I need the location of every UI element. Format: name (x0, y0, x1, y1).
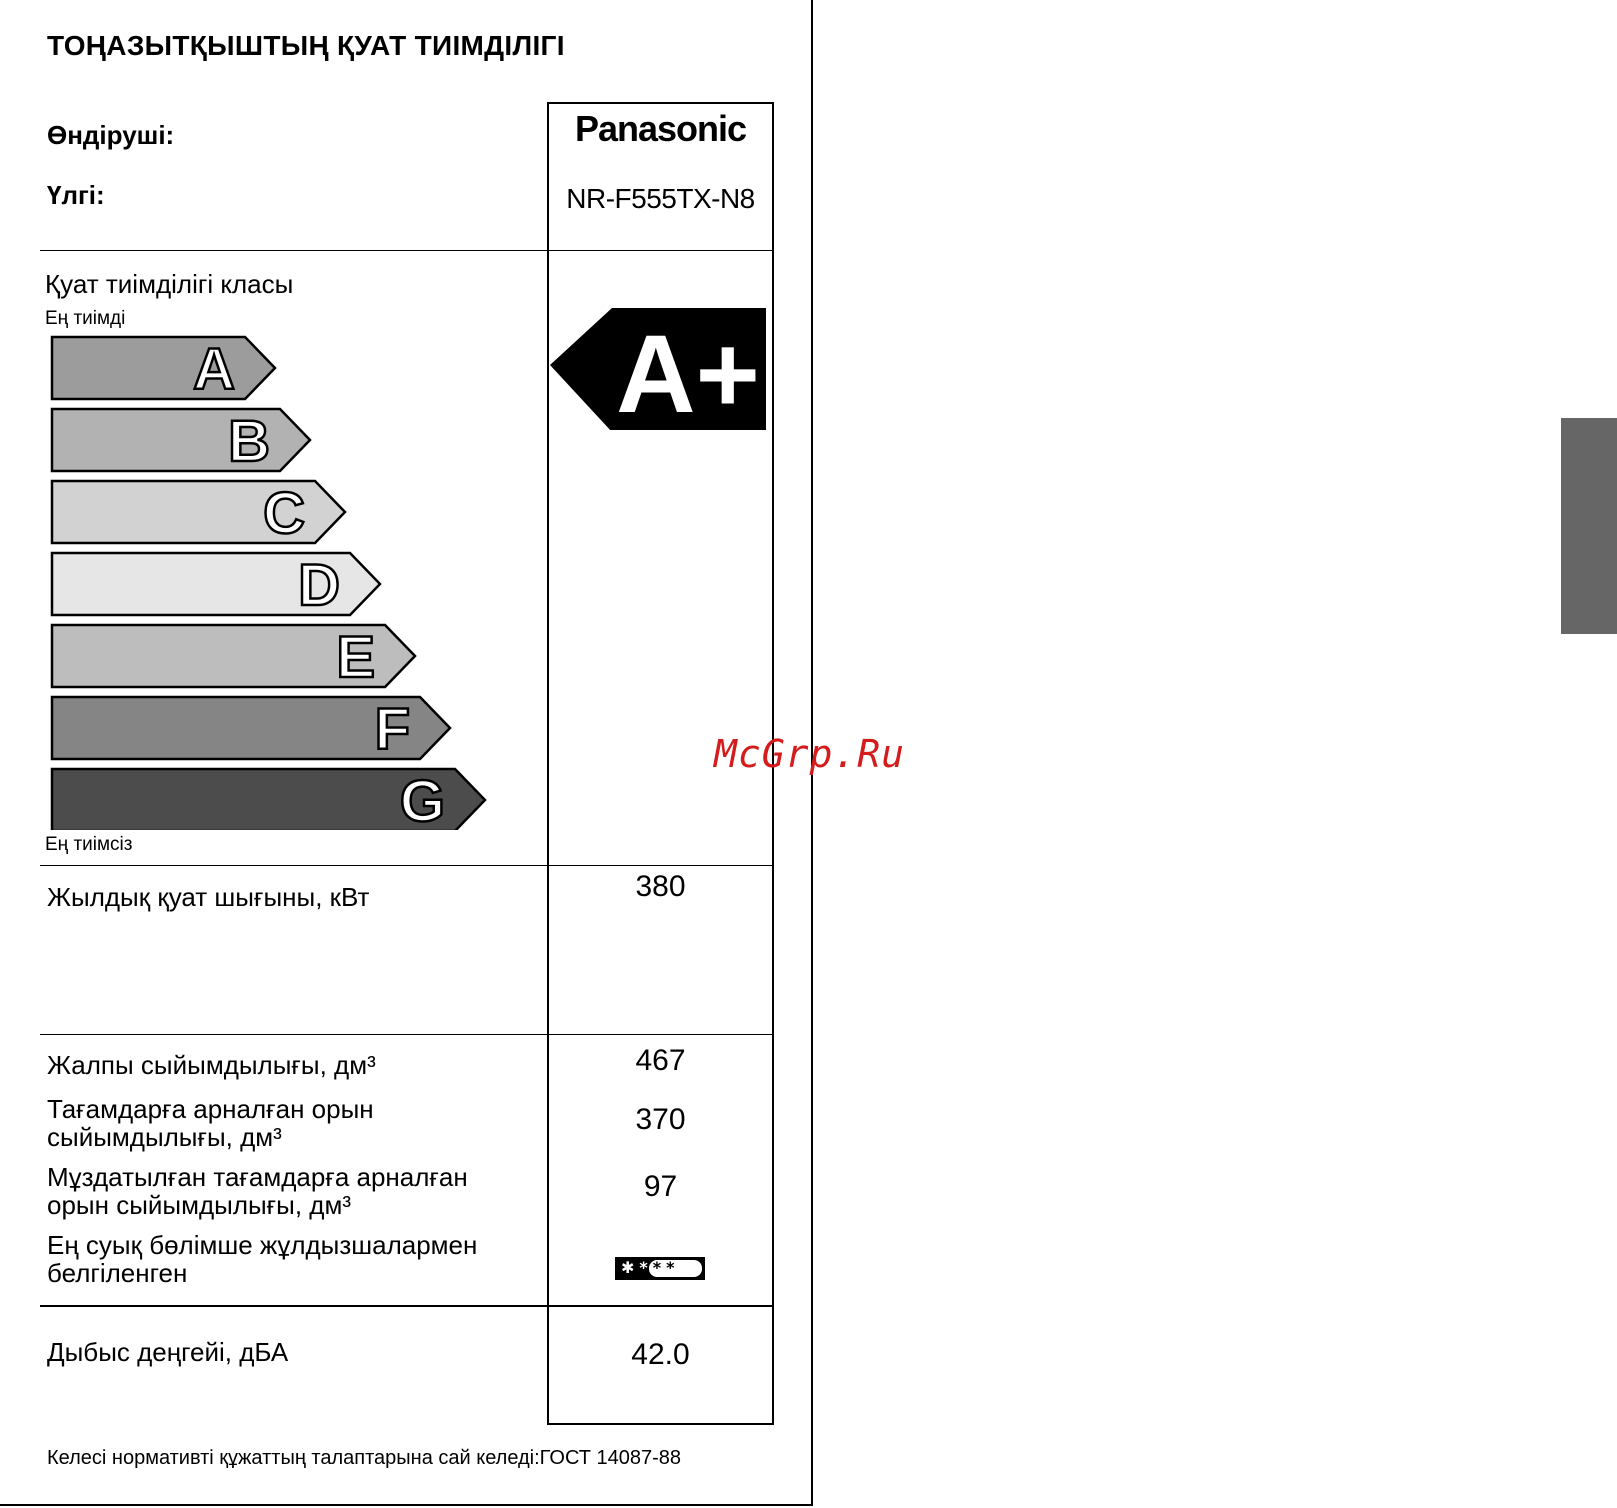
label-title: ТОҢАЗЫТҚЫШТЫҢ ҚУАТ ТИІМДІЛІГІ (47, 30, 565, 61)
star-rating-value: ✱*** (621, 1258, 680, 1277)
annual-energy-value: 380 (635, 870, 686, 903)
star-rating-icon (615, 1257, 705, 1280)
efficiency-class-letter: D (298, 553, 340, 618)
divider (40, 1034, 774, 1035)
brand-logo: Panasonic (574, 108, 747, 149)
divider (40, 250, 774, 251)
standard-compliance-note: Келесі нормативті құжаттың талаптарына сай келеді:ГОСТ 14087-88 (47, 1447, 682, 1469)
efficiency-class-letter: F (374, 697, 410, 762)
efficiency-class-b (52, 409, 310, 474)
rating-badge (550, 300, 770, 430)
least-efficient-label: Ең тиімсіз (45, 834, 133, 855)
page-side-tab (1561, 418, 1617, 634)
frozen-food-volume-value: 97 (643, 1170, 678, 1203)
efficiency-class-a (52, 337, 275, 402)
efficiency-class-e (52, 625, 415, 690)
star-rating-label: Ең суық бөлімше жұлдызшалармен белгіленген (47, 1230, 478, 1288)
frozen-food-volume-label: Мұздатылған тағамдарға арналған орын сыйымдылығы, дм³ (47, 1162, 468, 1220)
efficiency-class-letter: A (193, 337, 235, 402)
manufacturer-label: Өндіруші: (47, 120, 175, 150)
efficiency-class-scale (40, 330, 500, 830)
total-volume-value: 467 (635, 1044, 686, 1077)
most-efficient-label: Ең тиімді (45, 308, 126, 329)
efficiency-class-arrow (52, 337, 275, 399)
model-label: Үлгі: (47, 180, 105, 210)
efficiency-class-arrow (52, 409, 310, 471)
rating-value: A+ (616, 313, 760, 430)
fresh-food-volume-label: Тағамдарға арналған орын сыйымдылығы, дм³ (47, 1094, 374, 1152)
divider (40, 1305, 774, 1307)
efficiency-class-letter: E (336, 625, 375, 690)
efficiency-class-d (52, 553, 380, 618)
annual-energy-label: Жылдық қуат шығыны, кВт (47, 882, 370, 912)
noise-level-value: 42.0 (631, 1338, 690, 1371)
fresh-food-volume-value: 370 (635, 1103, 686, 1136)
efficiency-class-g (52, 769, 485, 830)
efficiency-class-letter: C (263, 481, 305, 546)
efficiency-class-c (52, 481, 345, 546)
watermark: McGrp.Ru (714, 732, 906, 776)
efficiency-class-letter: G (399, 769, 445, 830)
model-value: NR-F555TX-N8 (566, 183, 755, 214)
total-volume-label: Жалпы сыйымдылығы, дм³ (47, 1050, 376, 1080)
noise-level-label: Дыбыс деңгейі, дБА (47, 1337, 289, 1367)
efficiency-class-f (52, 697, 450, 762)
efficiency-heading: Қуат тиімділігі класы (45, 269, 294, 299)
divider (40, 865, 774, 866)
efficiency-class-letter: B (228, 409, 270, 474)
